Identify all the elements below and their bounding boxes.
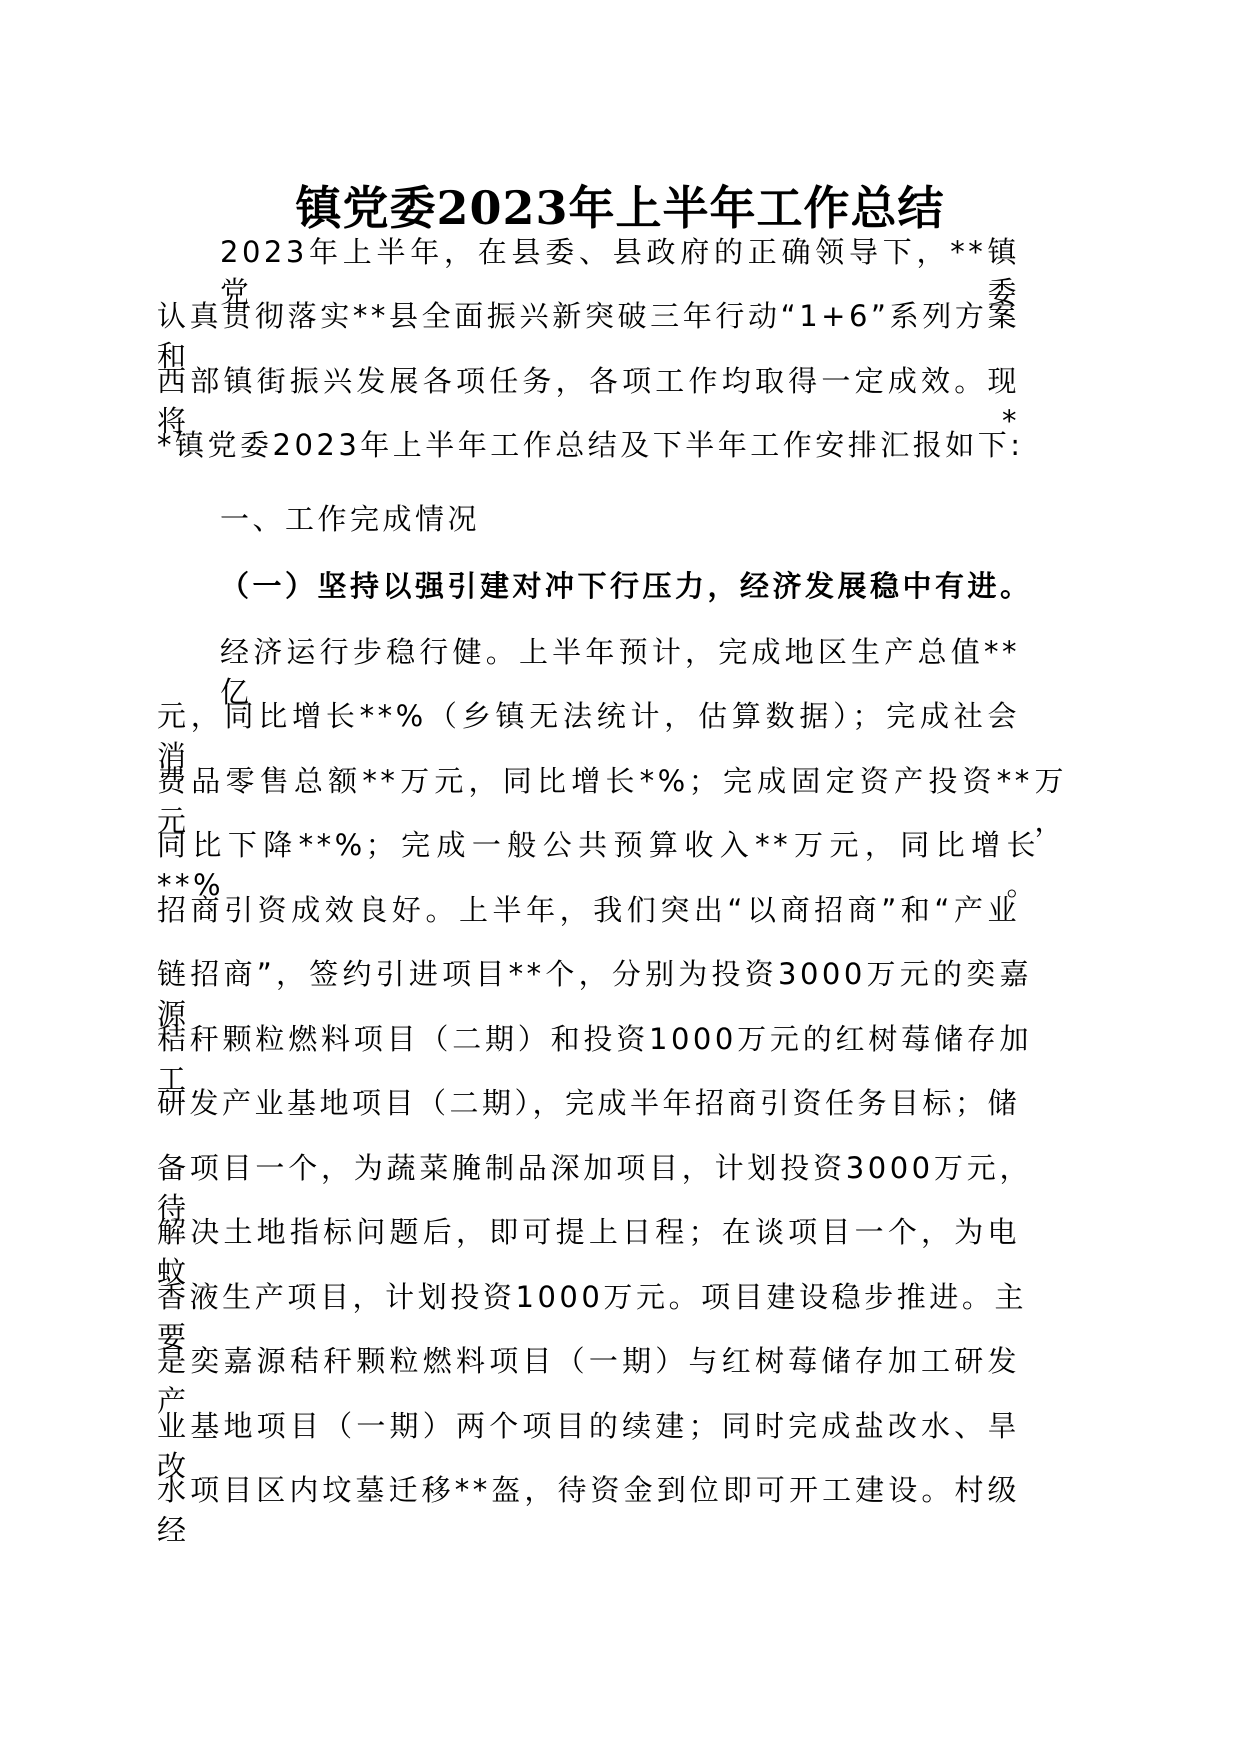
- paragraph-line: 业基地项目（一期）两个项目的续建；同时完成盐改水、旱改: [157, 1409, 1020, 1483]
- paragraph-line: 秸秆颗粒燃料项目（二期）和投资1000万元的红树莓储存加工: [157, 1022, 1032, 1096]
- paragraph-line: 经济运行步稳行健。上半年预计，完成地区生产总值**亿: [220, 635, 1020, 709]
- paragraph-line: 2023年上半年，在县委、县政府的正确领导下，**镇党委: [220, 235, 1020, 309]
- paragraph-line: 认真贯彻落实**县全面振兴新突破三年行动“1+6”系列方案和: [157, 299, 1020, 373]
- paragraph-line: 费品零售总额**万元，同比增长*%；完成固定资产投资**万元，: [157, 764, 1067, 838]
- section-heading: 一、工作完成情况: [220, 502, 481, 536]
- paragraph-line: 水项目区内坟墓迁移**盔，待资金到位即可开工建设。村级经: [157, 1473, 1020, 1547]
- paragraph-line: 香液生产项目，计划投资1000万元。项目建设稳步推进。主要: [157, 1280, 1027, 1354]
- paragraph-line: 同比下降**%；完成一般公共预算收入**万元，同比增长**%。: [157, 828, 1039, 902]
- paragraph-line: 是奕嘉源秸秆颗粒燃料项目（一期）与红树莓储存加工研发产: [157, 1344, 1020, 1418]
- document-title: 镇党委2023年上半年工作总结: [295, 181, 945, 235]
- paragraph-line: 元，同比增长**%（乡镇无法统计，估算数据）；完成社会消: [157, 699, 1020, 773]
- subsection-heading: （一）坚持以强引建对冲下行压力，经济发展稳中有进。: [220, 569, 1033, 603]
- paragraph-line: 解决土地指标问题后，即可提上日程；在谈项目一个，为电蚊: [157, 1215, 1020, 1289]
- paragraph-line: *镇党委2023年上半年工作总结及下半年工作安排汇报如下:: [157, 428, 1024, 462]
- paragraph-line: 西部镇街振兴发展各项任务，各项工作均取得一定成效。现将*: [157, 364, 1020, 438]
- paragraph-line: 链招商”，签约引进项目**个，分别为投资3000万元的奕嘉源: [157, 957, 1032, 1031]
- paragraph-line: 研发产业基地项目（二期），完成半年招商引资任务目标；储: [157, 1086, 1021, 1120]
- paragraph-line: 备项目一个，为蔬菜腌制品深加项目，计划投资3000万元，待: [157, 1151, 1032, 1225]
- paragraph-line: 招商引资成效良好。上半年，我们突出“以商招商”和“产业: [157, 893, 1020, 927]
